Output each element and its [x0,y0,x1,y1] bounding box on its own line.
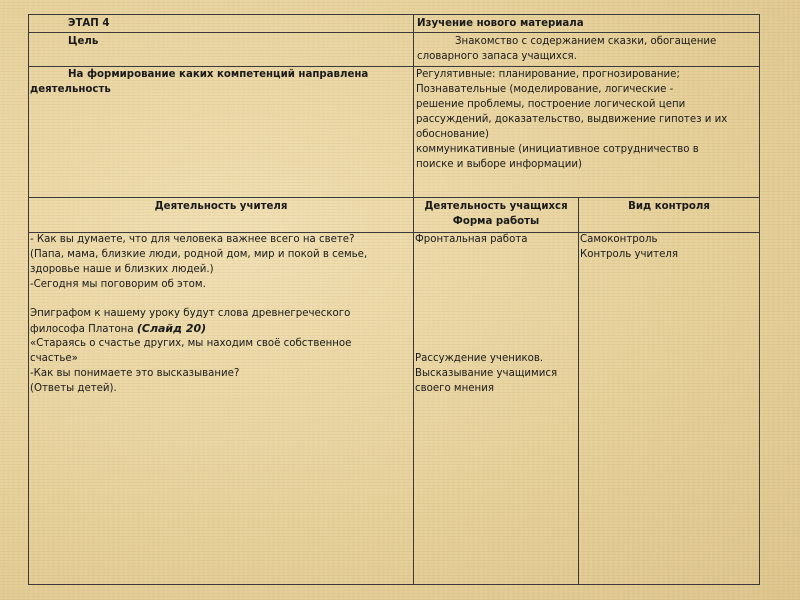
table-border-left [28,14,29,585]
table-rule [28,197,760,198]
table-column-divider [578,197,579,585]
header-control-type: Вид контроля [628,201,710,212]
goal-value: Знакомство с содержанием сказки, обогащение словарного запаса учащихся. [417,36,717,62]
control-type-values: Самоконтроль Контроль учителя [580,234,679,260]
goal-label: Цель [68,36,99,47]
table-border-top [28,14,760,15]
header-student-activity: Деятельность учащихся Форма работы [424,201,568,227]
stage-label: ЭТАП 4 [68,18,110,29]
slide-reference: (Слайд 20) [136,322,207,335]
student-activity-frontal: Фронтальная работа [415,234,528,245]
stage-value: Изучение нового материала [417,18,584,29]
epigraph-text: Эпиграфом к нашему уроку будут слова древнегреческого философа Платона [30,308,351,335]
teacher-activity-quote: «Стараясь о счастье других, мы находим своё собственное счастье» -Как вы понимаете это высказывание? (Ответы детей). [30,338,352,394]
teacher-activity-epigraph [30,306,412,337]
teacher-activity-intro: - Как вы думаете, что для человека важнее всего на свете? (Папа, мама, близкие люди, родной дом, мир и покой в семье, здоровье наше и близких людей.) -Сегодня мы поговорим об этом. [30,234,368,290]
competencies-value: Регулятивные: планирование, прогнозирование; Познавательные (моделирование, логические - решение проблемы, построение логической цепи рассуждений, доказательство, выдвижение гипотез и их обоснование) коммуникативные (инициативное сотрудничество в поиске и выборе информации) [416,69,728,170]
table-column-divider [413,14,414,585]
table-rule [28,32,760,33]
table-border-bottom [28,584,760,585]
header-teacher-activity: Деятельность учителя [154,201,288,212]
competencies-label: На формирование каких компетенций направлена деятельность [30,69,369,95]
table-border-right [759,14,760,585]
student-activity-discussion: Рассуждение учеников. Высказывание учащимися своего мнения [415,353,558,394]
